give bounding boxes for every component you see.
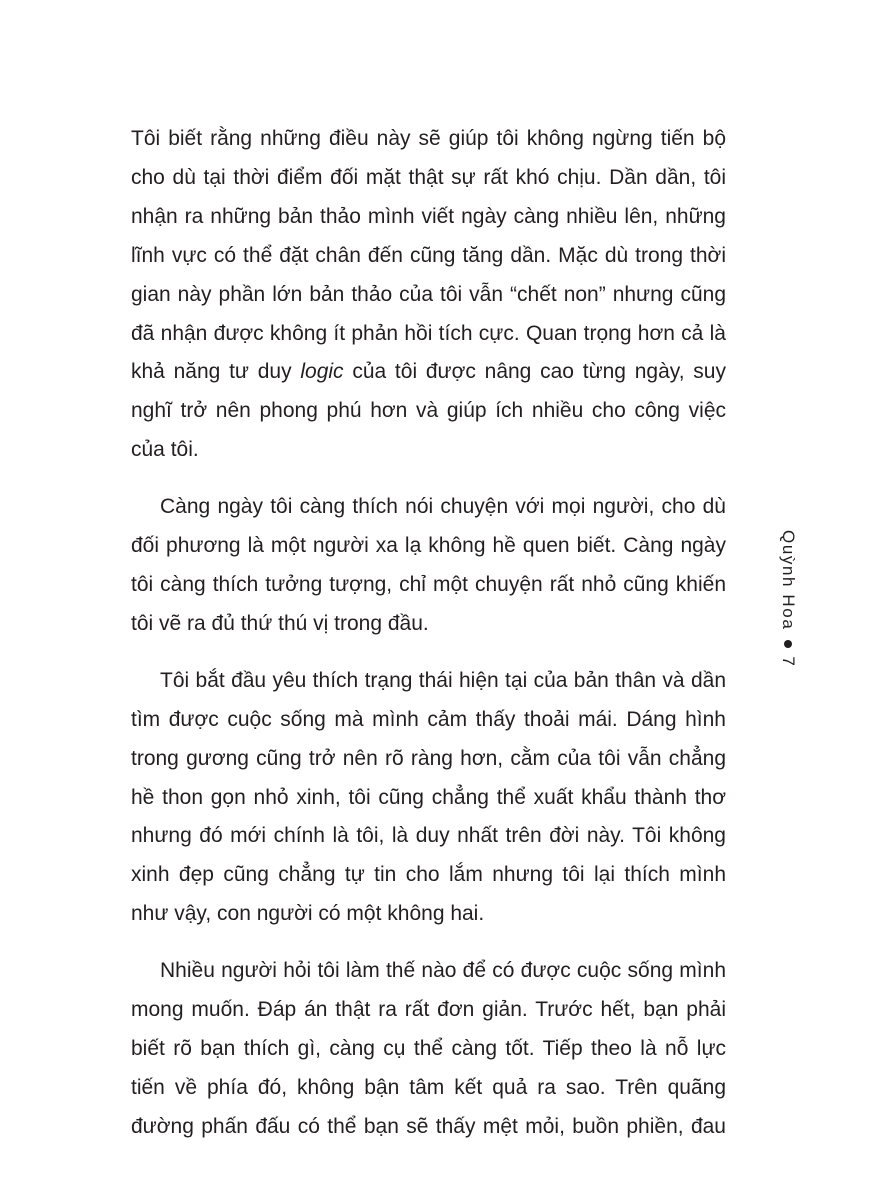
paragraph-2: Càng ngày tôi càng thích nói chuyện với mọi người, cho dù đối phương là một người xa lạ không hề quen biết. Càng ngày tôi càng thích tưởng tượng, chỉ một chuyện rất nhỏ cũng khiến tôi vẽ ra đủ thứ thú vị trong đầu.	[131, 495, 726, 635]
paragraph-3: Tôi bắt đầu yêu thích trạng thái hiện tại của bản thân và dần tìm được cuộc sống mà mình cảm thấy thoải mái. Dáng hình trong gương cũng trở nên rõ ràng hơn, cằm của tôi vẫn chẳng hề thon gọn nhỏ xinh, tôi cũng chẳng thể xuất khẩu thành thơ nhưng đó mới chính là tôi, là duy nhất trên đời này. Tôi không xinh đẹp cũng chẳng tự tin cho lắm nhưng tôi lại thích mình như vậy, con người có một không hai.	[131, 668, 726, 926]
running-head-text	[778, 530, 798, 667]
paragraph-1-italic-word: logic	[300, 360, 344, 384]
page-body	[131, 120, 726, 1165]
paragraph-4: Nhiều người hỏi tôi làm thế nào để có được cuộc sống mình mong muốn. Đáp án thật ra rất đơn giản. Trước hết, bạn phải biết rõ bạn thích gì, càng cụ thể càng tốt. Tiếp theo là nỗ lực tiến về phía đó, không bận tâm kết quả ra sao. Trên quãng đường phấn đấu có thể bạn sẽ thấy mệt mỏi, buồn phiền, đau	[131, 959, 726, 1138]
running-head	[778, 530, 798, 680]
author-name: Quỳnh Hoa	[779, 530, 798, 631]
bullet-separator-icon	[784, 640, 792, 648]
paragraph-1-text-end: của tôi được nâng cao từng ngày, suy nghĩ trở nên phong phú hơn và giúp ích nhiều cho công việc của tôi.	[131, 360, 726, 462]
page-number: 7	[779, 656, 798, 668]
paragraph-1	[131, 120, 726, 470]
paragraph-1-text-start: Tôi biết rằng những điều này sẽ giúp tôi không ngừng tiến bộ cho dù tại thời điểm đối mặt thật sự rất khó chịu. Dần dần, tôi nhận ra những bản thảo mình viết ngày càng nhiều lên, những lĩnh vực có thể đặt chân đến cũng tăng dần. Mặc dù trong thời gian này phần lớn bản thảo của tôi vẫn “chết non” nhưng cũng đã nhận được không ít phản hồi tích cực. Quan trọng hơn cả là khả năng tư duy	[131, 127, 726, 384]
